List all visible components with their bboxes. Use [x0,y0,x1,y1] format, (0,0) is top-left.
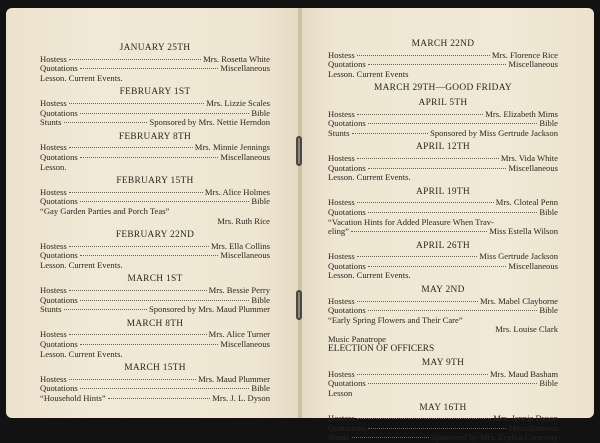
dotted-leader [357,256,477,257]
entry-text: Lesson. Current Events. [40,72,123,83]
dotted-leader [351,231,487,232]
entry-value: Miscellaneous [508,162,558,173]
dotted-leader [368,383,538,384]
meeting-date-heading: FEBRUARY 15TH [116,176,194,187]
left-page-schedule [40,44,270,404]
entry-label: Hostess [328,49,355,60]
entry-value: Bible [539,378,558,389]
entry-presenter: Mrs. Ruth Rice [217,215,270,226]
dotted-leader [69,147,193,148]
dotted-leader [368,64,507,65]
lower-staple [296,290,302,320]
meeting-date-heading: APRIL 26TH [416,240,470,251]
entry-value: Miscellaneous [220,151,270,162]
entry-label: Quotations [328,162,366,173]
dotted-leader [357,418,492,419]
program-entry-row [328,379,558,389]
entry-label: Hostess [328,368,355,379]
dotted-leader [368,310,538,311]
entry-label: Hostess [40,97,67,108]
entry-value: Mrs. Jennie Dyson [493,413,558,424]
dotted-leader [64,309,147,310]
entry-value: Sponsored by Mrs. Maud Plummer [148,304,270,315]
entry-value: Sponsored by Mrs. Nettie Herndon [149,117,270,128]
entry-label: Quotations [40,339,78,350]
entry-label: Quotations [40,383,78,394]
program-entry-row [328,424,558,434]
dotted-leader [357,114,483,115]
booklet-spine [298,8,302,418]
meeting-date-heading: JANUARY 25TH [119,43,191,53]
entry-label: Hostess [328,413,355,424]
program-entry-row [328,129,558,139]
program-entry-row [328,433,558,443]
dotted-leader [352,437,429,438]
dotted-leader [80,300,250,301]
entry-value: Miscellaneous [220,250,270,261]
program-entry-row [40,305,270,315]
dotted-leader [357,374,488,375]
dotted-leader [69,379,196,380]
entry-value: Sponsored by Mrs. Zephra Cararway [430,432,558,443]
entry-value: Bible [251,107,270,118]
entry-value: Mrs. Rosetta White [203,53,270,64]
dotted-leader [80,388,250,389]
entry-value: Bible [539,206,558,217]
dotted-leader [357,158,499,159]
entry-value: Mrs. Minnie Jennings [194,142,270,153]
entry-label: Hostess [328,197,355,208]
dotted-leader [368,168,507,169]
entry-label: Hostess [40,142,67,153]
entry-label: Stunts [40,304,62,315]
dotted-leader [69,334,207,335]
dotted-leader [357,202,494,203]
entry-value: Mrs. Maud Basham [489,368,558,379]
entry-label: Hostess [328,108,355,119]
entry-value: Miss Gertrude Jackson [479,251,558,262]
entry-label: Quotations [40,196,78,207]
upper-staple [296,136,302,166]
right-page-schedule [328,40,558,443]
entry-presenter: Mrs. Louise Clark [495,324,558,335]
entry-value: Mrs. Florence Rice [491,49,558,60]
entry-label: “Household Hints” [40,393,106,403]
entry-label: Hostess [40,186,67,197]
dotted-leader [352,133,429,134]
meeting-date-heading: APRIL 5TH [418,97,468,108]
program-entry-row [40,153,270,163]
entry-label: Quotations [40,250,78,261]
entry-value: Mrs. Mabel Clayborne [479,295,558,306]
dotted-leader [80,344,219,345]
entry-value: Mrs. Maud Plummer [198,373,270,384]
entry-label: Hostess [40,53,67,64]
entry-value: Mrs. Lizzie Scales [206,97,270,108]
entry-label: Hostess [328,152,355,163]
meeting-date-heading: MAY 16TH [419,402,467,413]
entry-value: Mrs. Bessie Perry [208,285,270,296]
entry-label: Quotations [328,422,366,433]
meeting-date-heading: FEBRUARY 1ST [119,87,191,98]
entry-label: Quotations [40,151,78,162]
entry-text: Lesson. [40,161,67,172]
entry-label: Quotations [40,294,78,305]
dotted-leader [108,398,211,399]
meeting-date-heading: APRIL 19TH [416,186,470,197]
entry-label: Hostess [40,373,67,384]
entry-label: Stunts [40,117,62,128]
entry-value: Mrs. Elizabeth Mims [485,108,558,119]
dotted-leader [69,103,205,104]
dotted-leader [80,113,250,114]
meeting-date-heading: MARCH 1ST [127,274,183,285]
entry-value: Mrs. Vida White [500,152,558,163]
entry-label: Hostess [40,285,67,296]
entry-text: Lesson [328,388,353,398]
dotted-leader [64,122,148,123]
entry-label: Quotations [40,63,78,74]
entry-value: Bible [539,118,558,129]
entry-value: Bible [251,196,270,207]
entry-label: Stunts [328,127,350,138]
meeting-date-heading: MAY 9TH [421,358,465,369]
entry-value: Sponsored by Miss Gertrude Jackson [430,127,558,138]
entry-label: Hostess [40,240,67,251]
entry-label: Quotations [328,260,366,271]
entry-value: Bible [251,383,270,394]
entry-label: Quotations [328,305,366,316]
entry-label: Stunts [328,432,350,443]
entry-text: Lesson. Current Events [328,68,409,79]
entry-value: Miscellaneous [220,63,270,74]
dotted-leader [69,192,203,193]
program-entry-row [40,394,270,404]
dotted-leader [357,55,490,56]
dotted-leader [80,255,219,256]
entry-value: Mrs. Alice Turner [208,329,270,340]
entry-label: Quotations [328,59,366,70]
entry-text: Lesson. Current Events. [40,259,123,270]
dotted-leader [80,157,219,158]
dotted-leader [69,59,201,60]
section-announcement: ELECTION OF OFFICERS [328,343,435,354]
entry-value: Mrs. J. L. Dyson [212,393,270,403]
meeting-date-heading: MARCH 29TH—GOOD FRIDAY [373,83,513,94]
dotted-leader [368,212,538,213]
meeting-date-heading: FEBRUARY 8TH [118,131,192,142]
entry-value: Mrs. Ella Collins [211,240,270,251]
entry-text: Lesson. Current Events. [40,348,123,359]
entry-value: Mrs. Alice Holmes [204,186,270,197]
entry-value: Mrs. Cloteal Penn [495,197,558,208]
dotted-leader [69,246,209,247]
dotted-leader [80,68,219,69]
entry-value: Miss Estella Wilson [489,226,558,237]
dotted-leader [368,123,538,124]
dotted-leader [69,290,207,291]
right-page [300,8,594,443]
entry-value: Miscellaneous [508,59,558,70]
program-entry-row [328,227,558,237]
entry-label: Quotations [328,378,366,389]
entry-text: “Early Spring Flowers and Their Care” [328,314,463,325]
open-booklet [6,8,594,443]
entry-text: Music Panatrope [328,334,386,345]
dotted-leader [357,301,478,302]
entry-label: Hostess [328,251,355,262]
entry-text: Lesson. Current Events. [328,172,411,183]
entry-label: eling” [328,226,349,237]
entry-label: Hostess [40,329,67,340]
program-entry-row [40,118,270,128]
entry-value: Miscellaneous [508,422,558,433]
entry-label: Quotations [40,107,78,118]
left-page [6,8,300,418]
meeting-date-heading: MARCH 22ND [411,39,475,49]
dotted-leader [368,428,507,429]
entry-label: Quotations [328,118,366,129]
entry-label: Hostess [328,295,355,306]
dotted-leader [80,201,250,202]
entry-text: “Gay Garden Parties and Porch Teas” [40,205,170,216]
meeting-date-heading: MARCH 8TH [126,318,184,329]
meeting-date-heading: MAY 2ND [421,285,465,296]
entry-value: Miscellaneous [220,339,270,350]
entry-value: Miscellaneous [508,260,558,271]
meeting-date-heading: MARCH 15TH [124,363,186,374]
entry-value: Bible [539,305,558,316]
dotted-leader [368,266,507,267]
entry-label: Quotations [328,206,366,217]
meeting-date-heading: FEBRUARY 22ND [115,230,195,241]
meeting-date-heading: APRIL 12TH [416,142,470,153]
entry-value: Bible [251,294,270,305]
entry-text: “Vacation Hints for Added Pleasure When Trav- [328,216,494,227]
entry-text: Lesson. Current Events. [328,270,411,281]
